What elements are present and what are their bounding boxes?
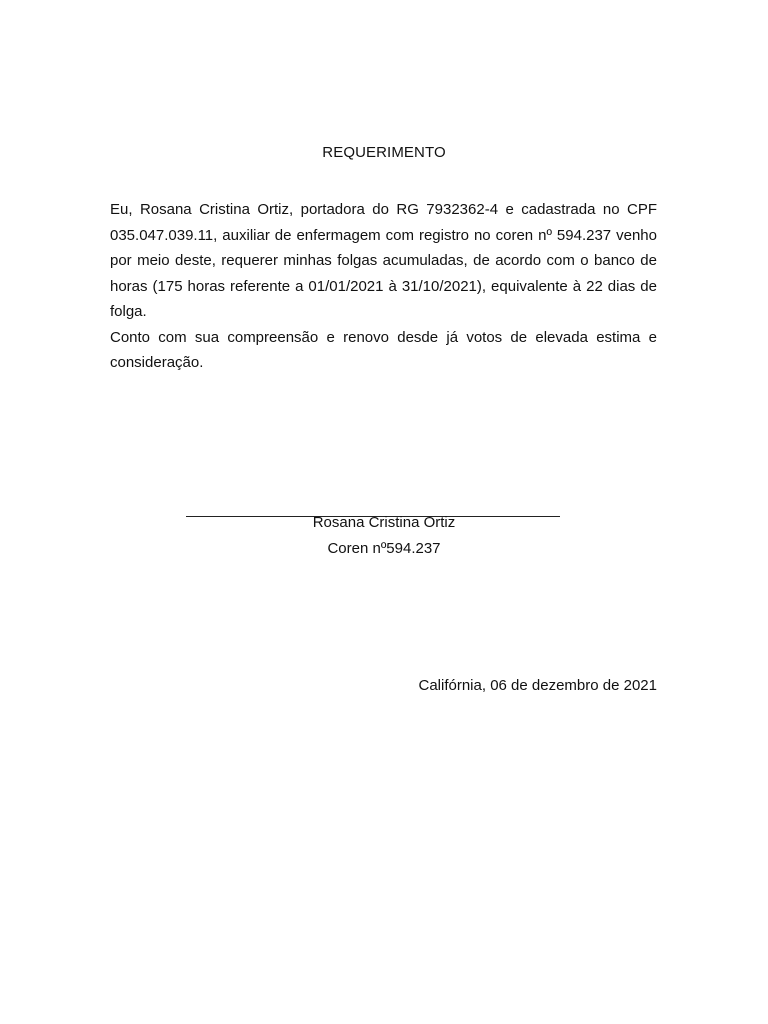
signature-registration: Coren nº594.237 [327, 540, 441, 557]
closing-paragraph: Conto com sua compreensão e renovo desde já votos de elevada estima e consideração. [110, 328, 657, 371]
signature-name: Rosana Cristina Ortiz [312, 514, 456, 531]
place-and-date: Califórnia, 06 de dezembro de 2021 [418, 677, 657, 694]
document-body [110, 197, 657, 376]
document-title: REQUERIMENTO [322, 144, 446, 161]
request-paragraph: Eu, Rosana Cristina Ortiz, portadora do RG 7932362-4 e cadastrada no CPF 035.047.039.11, auxiliar de enfermagem com registro no coren nº 594.237 venho por meio deste, requerer minhas folgas acumuladas, de acordo com o banco de horas (175 horas referente a 01/01/2021 à 31/10/2021), equivalente à 22 dias de folga. [110, 201, 657, 320]
